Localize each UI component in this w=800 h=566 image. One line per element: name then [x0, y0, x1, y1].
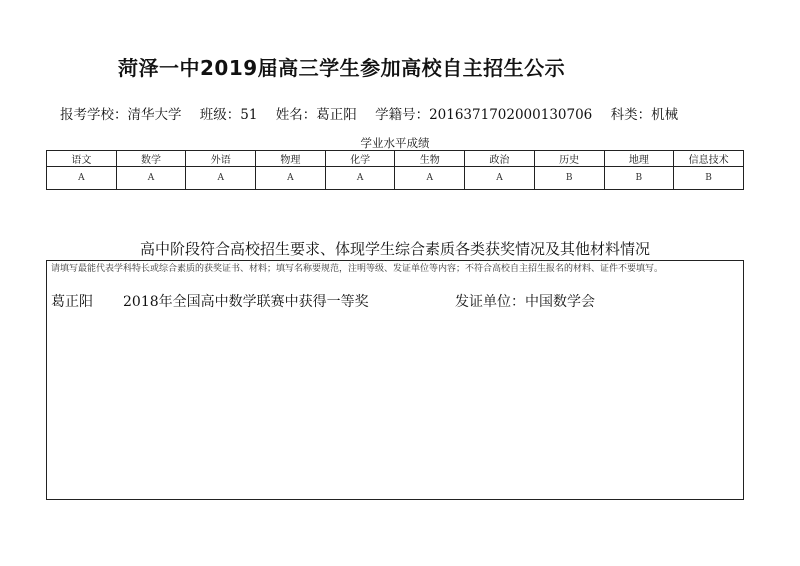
grade-value: A — [186, 167, 256, 190]
class-label: 班级： — [199, 107, 241, 123]
grades-caption: 学业水平成绩 — [360, 136, 430, 150]
subject-header: 化学 — [325, 151, 395, 167]
awards-box — [46, 260, 744, 500]
grade-value: A — [325, 167, 395, 190]
student-info — [60, 103, 760, 123]
subject-header: 历史 — [534, 151, 604, 167]
award-issuer: 发证单位：中国数学会 — [455, 294, 595, 310]
grades-table — [46, 150, 744, 190]
grade-value: B — [604, 167, 674, 190]
school-value: 清华大学 — [127, 107, 182, 123]
grade-value: A — [116, 167, 186, 190]
grades-value-row — [47, 167, 744, 190]
student-id-label: 学籍号： — [375, 107, 430, 123]
grade-value: B — [674, 167, 744, 190]
page-title: 菏泽一中2019届高三学生参加高校自主招生公示 — [118, 56, 566, 80]
award-student-name: 葛正阳 — [51, 294, 93, 310]
subject-label: 科类： — [610, 107, 652, 123]
awards-section-title: 高中阶段符合高校招生要求、体现学生综合素质各类获奖情况及其他材料情况 — [139, 240, 650, 258]
school-label: 报考学校： — [60, 107, 128, 123]
grade-value: A — [256, 167, 326, 190]
grade-value: B — [534, 167, 604, 190]
subject-header: 地理 — [604, 151, 674, 167]
subject-header: 生物 — [395, 151, 465, 167]
name-label: 姓名： — [275, 107, 317, 123]
subject-header: 信息技术 — [674, 151, 744, 167]
subject-value: 机械 — [651, 107, 679, 123]
class-value: 51 — [240, 107, 258, 123]
name-value: 葛正阳 — [316, 107, 357, 123]
award-entry — [51, 291, 739, 311]
subject-header: 外语 — [186, 151, 256, 167]
subject-header: 语文 — [47, 151, 117, 167]
grade-value: A — [465, 167, 535, 190]
grade-value: A — [395, 167, 465, 190]
subject-header: 物理 — [256, 151, 326, 167]
awards-instruction: 请填写最能代表学科特长或综合素质的获奖证书、材料；填写名称要规范，注明等级、发证单位等内容；不符合高校自主招生报名的材料、证件不要填写。 — [51, 264, 664, 274]
grade-value: A — [47, 167, 117, 190]
subject-header: 数学 — [116, 151, 186, 167]
award-description: 2018年全国高中数学联赛中获得一等奖 — [123, 294, 369, 310]
student-id-value: 2016371702000130706 — [429, 107, 593, 123]
grades-header-row — [47, 151, 744, 167]
subject-header: 政治 — [465, 151, 535, 167]
